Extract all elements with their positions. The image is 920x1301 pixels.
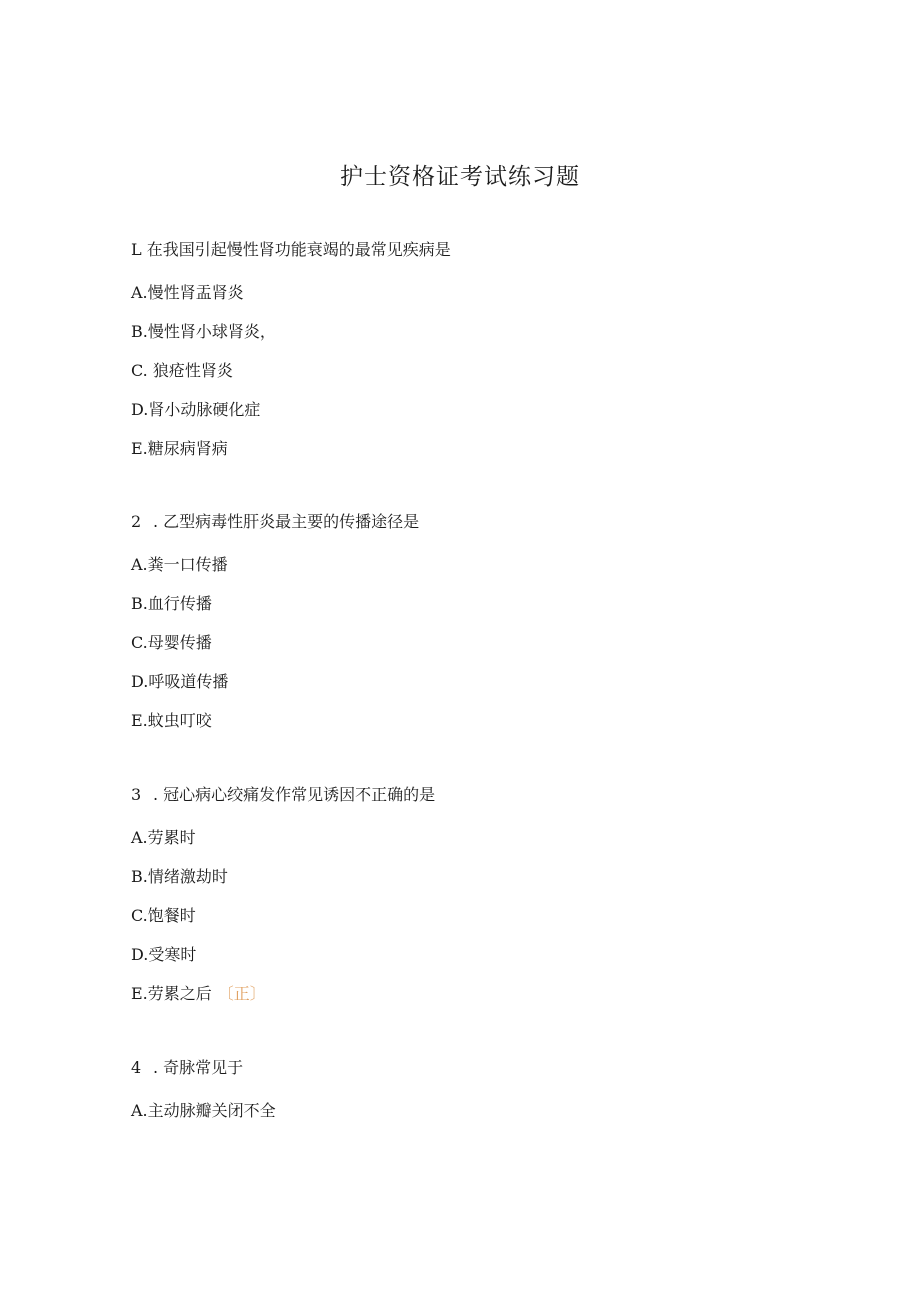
question-2-option-b: B.血行传播 — [131, 594, 212, 613]
question-4-option-a: A.主动脉瓣关闭不全 — [131, 1101, 276, 1120]
question-2-stem — [131, 511, 419, 533]
question-2-option-d: D.呼吸道传播 — [131, 672, 229, 691]
question-2-option-e: E.蚊虫叮咬 — [131, 711, 212, 730]
question-text: . 乙型病毒性肝炎最主要的传播途径是 — [153, 512, 420, 531]
question-1-option-c: C. 狼疮性肾炎 — [131, 361, 233, 380]
question-2-option-c: C.母婴传播 — [131, 633, 212, 652]
question-number: 3 — [131, 785, 142, 804]
question-3-option-e — [131, 983, 266, 1005]
question-number: 4 — [131, 1058, 142, 1077]
option-text: E.劳累之后 — [131, 984, 212, 1003]
question-1-stem — [131, 239, 451, 261]
question-1-option-d: D.肾小动脉硬化症 — [131, 400, 261, 419]
question-number: 2 — [131, 512, 142, 531]
question-text: . 冠心病心绞痛发作常见诱因不正确的是 — [153, 785, 436, 804]
question-text: . 奇脉常见于 — [153, 1058, 244, 1077]
question-3-option-d: D.受寒时 — [131, 945, 197, 964]
page-title: 护士资格证考试练习题 — [340, 164, 580, 190]
question-4-stem — [131, 1057, 243, 1079]
question-3-stem — [131, 784, 435, 806]
question-2-option-a: A.粪一口传播 — [131, 555, 228, 574]
question-3-option-b: B.情绪激劫时 — [131, 867, 228, 886]
question-3-option-a: A.劳累时 — [131, 828, 196, 847]
question-1-option-e: E.糖尿病肾病 — [131, 439, 228, 458]
question-1-option-a: A.慢性肾盂肾炎 — [131, 283, 244, 302]
question-1-option-b: B.慢性肾小球肾炎， — [131, 322, 276, 341]
question-3-option-c: C.饱餐时 — [131, 906, 196, 925]
question-number: L — [131, 240, 142, 259]
question-text: 在我国引起慢性肾功能衰竭的最常见疾病是 — [146, 240, 451, 259]
answer-mark: 〔正〕 — [217, 984, 266, 1003]
